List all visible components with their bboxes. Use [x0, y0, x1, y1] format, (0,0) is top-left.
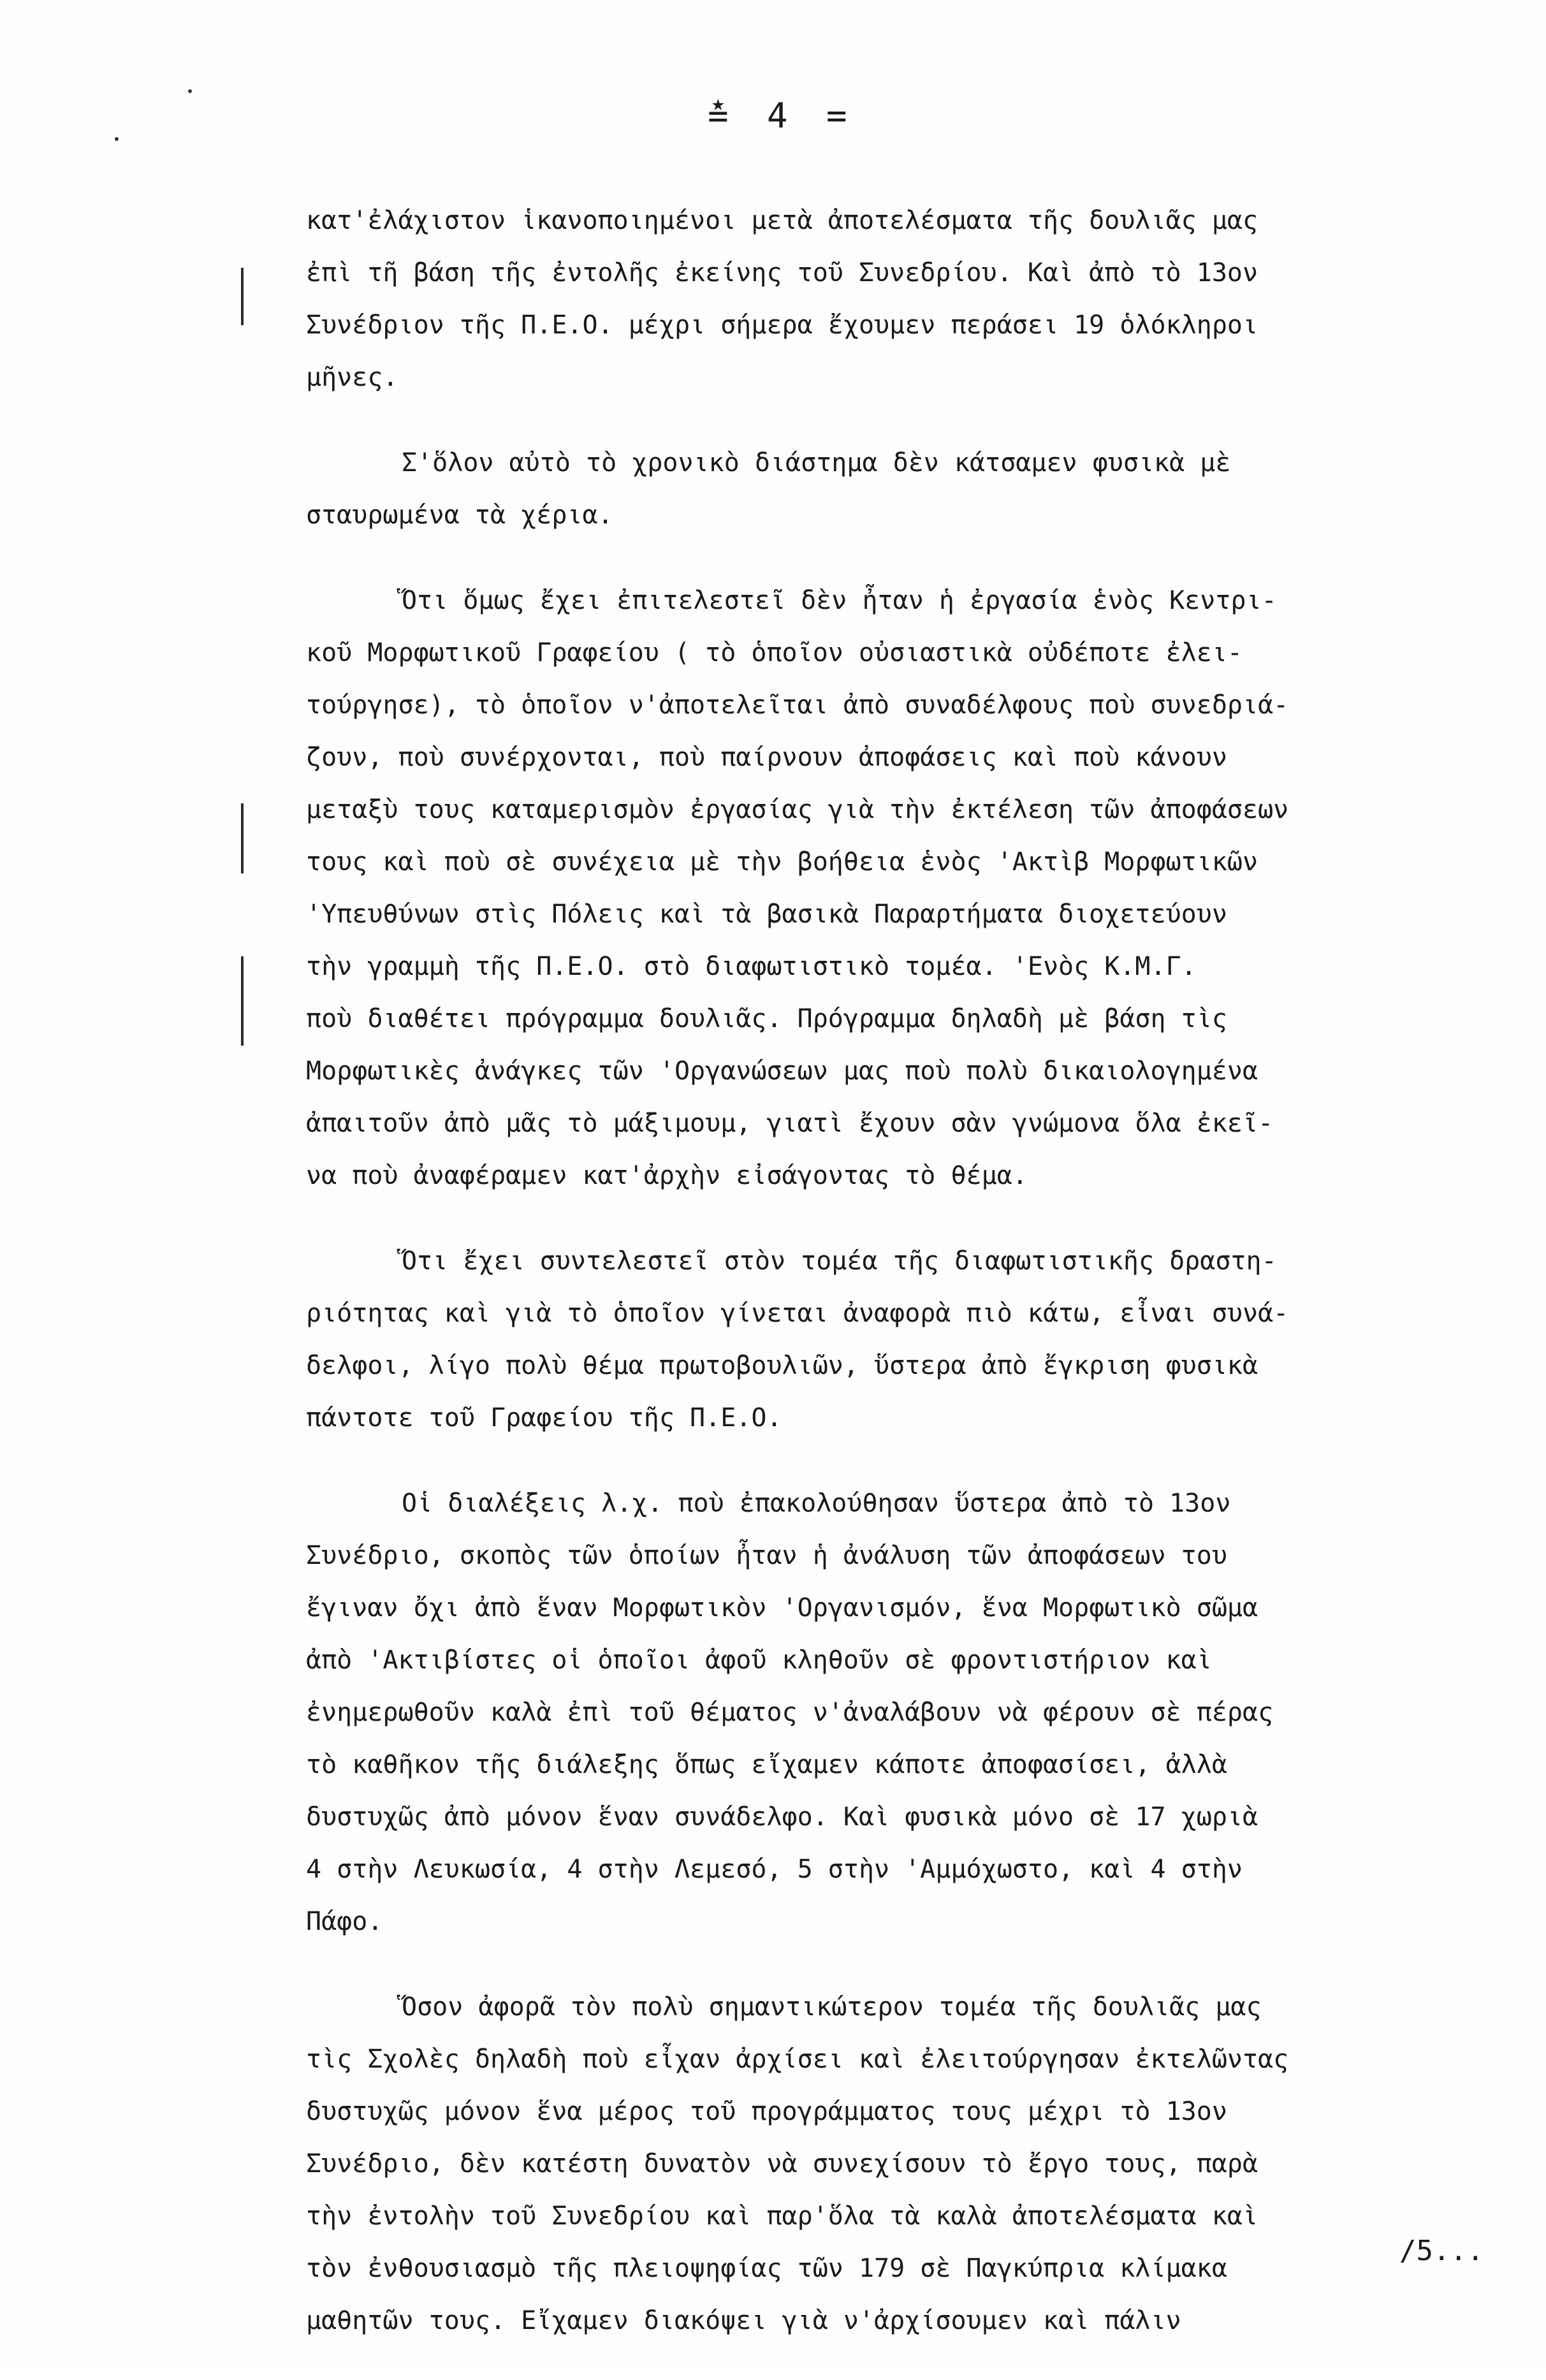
text-line: Πάφο. [306, 1907, 383, 1936]
text-line: Συνέδριο, σκοπὸς τῶν ὁποίων ἦταν ἡ ἀνάλυση τῶν ἀποφάσεων του [306, 1541, 1227, 1570]
text-line: μαθητῶν τους. Εἴχαμεν διακόψει γιὰ ν'ἀρχίσουμεν καὶ πάλιν [306, 2306, 1181, 2335]
text-line: τὶς Σχολὲς δηλαδὴ ποὺ εἶχαν ἀρχίσει καὶ ἐλειτούργησαν ἐκτελῶντας [306, 2045, 1289, 2074]
margin-mark [241, 956, 244, 1046]
stray-mark [188, 89, 192, 93]
paragraph [306, 1981, 1517, 2347]
text-line: να ποὺ ἀναφέραμεν κατ'ἀρχὴν εἰσάγοντας τὸ θέμα. [306, 1161, 1028, 1190]
text-line: τὴν γραμμὴ τῆς Π.Ε.Ο. στὸ διαφωτιστικὸ τομέα. 'Ενὸς Κ.Μ.Γ. [306, 952, 1197, 981]
margin-mark [241, 268, 244, 325]
continuation-marker: /5... [1399, 2235, 1484, 2267]
text-line: σταυρωμένα τὰ χέρια. [306, 500, 613, 530]
text-line: μῆνες. [306, 363, 398, 392]
margin-mark [241, 803, 244, 873]
paragraph [306, 437, 1517, 541]
text-line: Οἱ διαλέξεις λ.χ. ποὺ ἐπακολούθησαν ὕστερα ἀπὸ τὸ 13ον [402, 1489, 1231, 1518]
text-line: τούργησε), τὸ ὁποῖον ν'ἀποτελεῖται ἀπὸ συναδέλφους ποὺ συνεδριά- [306, 690, 1289, 720]
text-line: δυστυχῶς ἀπὸ μόνον ἕναν συνάδελφο. Καὶ φυσικὰ μόνο σὲ 17 χωριὰ [306, 1802, 1258, 1832]
text-line: Μορφωτικὲς ἀνάγκες τῶν 'Οργανώσεων μας ποὺ πολὺ δικαιολογημένα [306, 1056, 1258, 1086]
paragraph [306, 194, 1517, 404]
text-line: Ὅτι ὅμως ἔχει ἐπιτελεστεῖ δὲν ἦταν ἡ ἐργασία ἑνὸς Κεντρι- [402, 586, 1277, 615]
text-line: Σ'ὅλον αὐτὸ τὸ χρονικὸ διάστημα δὲν κάτσαμεν φυσικὰ μὲ [402, 448, 1231, 478]
text-line: Ὅτι ἔχει συντελεστεῖ στὸν τομέα τῆς διαφωτιστικῆς δραστη- [402, 1246, 1277, 1276]
paragraph [306, 1235, 1517, 1444]
text-line: δελφοι, λίγο πολὺ θέμα πρωτοβουλιῶν, ὕστερα ἀπὸ ἔγκριση φυσικὰ [306, 1351, 1258, 1380]
text-line: τὴν ἐντολὴν τοῦ Συνεδρίου καὶ παρ'ὅλα τὰ καλὰ ἀποτελέσματα καὶ [306, 2201, 1258, 2231]
text-line: Ὅσον ἀφορᾶ τὸν πολὺ σημαντικώτερον τομέα τῆς δουλιᾶς μας [402, 1992, 1262, 2022]
text-line: δυστυχῶς μόνον ἕνα μέρος τοῦ προγράμματος τους μέχρι τὸ 13ον [306, 2097, 1227, 2126]
text-line: ἐπὶ τῆ βάση τῆς ἐντολῆς ἐκείνης τοῦ Συνεδρίου. Καὶ ἀπὸ τὸ 13ον [306, 258, 1258, 288]
text-line: Συνέδριο, δὲν κατέστη δυνατὸν νὰ συνεχίσουν τὸ ἔργο τους, παρὰ [306, 2149, 1258, 2179]
text-line: μεταξὺ τους καταμερισμὸν ἐργασίας γιὰ τὴν ἐκτέλεση τῶν ἀποφάσεων [306, 795, 1289, 824]
text-line: πάντοτε τοῦ Γραφείου τῆς Π.Ε.Ο. [306, 1403, 782, 1433]
text-line: κοῦ Μορφωτικοῦ Γραφείου ( τὸ ὁποῖον οὐσιαστικὰ οὐδέποτε ἐλει- [306, 638, 1243, 668]
paragraph [306, 1477, 1517, 1948]
paragraph [306, 574, 1517, 1202]
text-line: 'Υπευθύνων στὶς Πόλεις καὶ τὰ βασικὰ Παραρτήματα διοχετεύουν [306, 900, 1227, 929]
text-line: ἀπὸ 'Ακτιβίστες οἱ ὁποῖοι ἀφοῦ κληθοῦν σὲ φροντιστήριον καὶ [306, 1646, 1212, 1675]
text-line: τὸν ἐνθουσιασμὸ τῆς πλειοψηφίας τῶν 179 σὲ Παγκύπρια κλίμακα [306, 2254, 1227, 2283]
body-text [306, 194, 1517, 2380]
page-number: ≛ 4 = [708, 96, 856, 136]
text-line: ἔγιναν ὄχι ἀπὸ ἕναν Μορφωτικὸν 'Οργανισμόν, ἕνα Μορφωτικὸ σῶμα [306, 1593, 1258, 1623]
text-line: κατ'ἐλάχιστον ἱκανοποιημένοι μετὰ ἀποτελέσματα τῆς δουλιᾶς μας [306, 206, 1258, 235]
stray-mark [115, 137, 119, 141]
text-line: ζουν, ποὺ συνέρχονται, ποὺ παίρνουν ἀποφάσεις καὶ ποὺ κάνουν [306, 743, 1227, 772]
text-line: ἐνημερωθοῦν καλὰ ἐπὶ τοῦ θέματος ν'ἀναλάβουν νὰ φέρουν σὲ πέρας [306, 1698, 1274, 1727]
text-line: ριότητας καὶ γιὰ τὸ ὁποῖον γίνεται ἀναφορὰ πιὸ κάτω, εἶναι συνά- [306, 1299, 1289, 1328]
text-line: ποὺ διαθέτει πρόγραμμα δουλιᾶς. Πρόγραμμα δηλαδὴ μὲ βάση τὶς [306, 1004, 1227, 1033]
text-line: τους καὶ ποὺ σὲ συνέχεια μὲ τὴν βοήθεια ἑνὸς 'Ακτὶβ Μορφωτικῶν [306, 847, 1258, 877]
text-line: Συνέδριον τῆς Π.Ε.Ο. μέχρι σήμερα ἔχουμεν περάσει 19 ὁλόκληροι [306, 310, 1258, 340]
text-line: 4 στὴν Λευκωσία, 4 στὴν Λεμεσό, 5 στὴν 'Αμμόχωστο, καὶ 4 στὴν [306, 1855, 1243, 1884]
text-line: τὸ καθῆκον τῆς διάλεξης ὅπως εἴχαμεν κάποτε ἀποφασίσει, ἀλλὰ [306, 1750, 1227, 1779]
text-line: ἀπαιτοῦν ἀπὸ μᾶς τὸ μάξιμουμ, γιατὶ ἔχουν σὰν γνώμονα ὅλα ἐκεῖ- [306, 1109, 1274, 1138]
